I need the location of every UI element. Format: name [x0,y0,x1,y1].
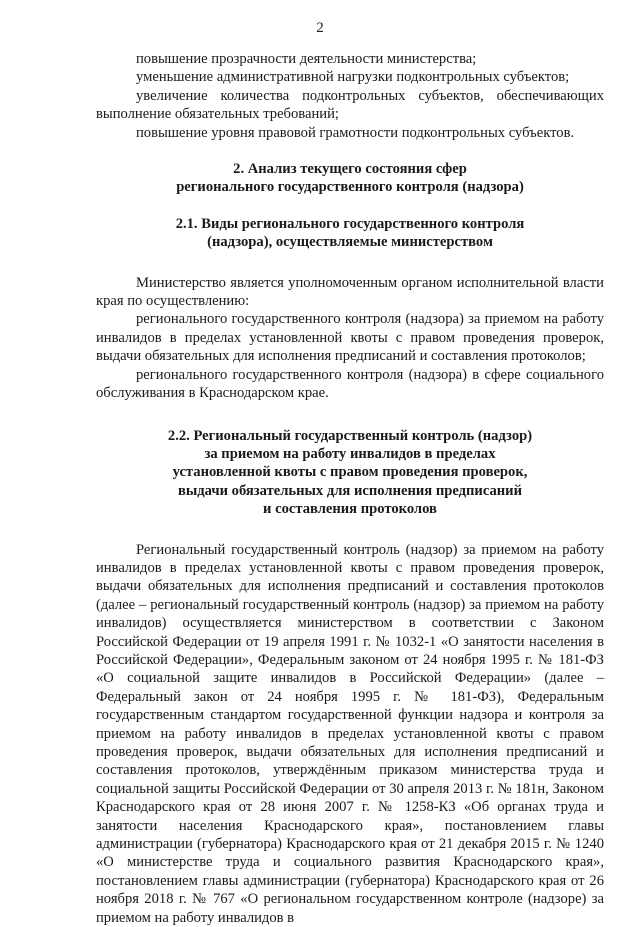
intro-item: повышение прозрачности деятельности министерства; [136,51,477,67]
heading-line: 2.2. Региональный государственный контроль (надзор) [167,427,533,444]
heading-line: и составления протоколов [263,501,437,518]
heading-line: установленной квоты с правом проведения проверок, [172,464,528,481]
heading-line: (надзора), осуществляемые министерством [207,234,493,251]
section-2-1-heading [96,215,604,252]
heading-line: регионального государственного контроля (надзора) [176,179,524,196]
document-body [96,50,604,927]
paragraph: регионального государственного контроля (надзора) за приемом на работу инвалидов в пределах установленной квоты с правом проведения проверок, выдачи обязательных для исполнения предписаний и составления протоколов; [96,311,604,365]
heading-line: за приемом на работу инвалидов в пределах [204,445,496,462]
paragraph: Министерство является уполномоченным органом исполнительной власти края по осуществлению: [96,274,604,310]
intro-item: увеличение количества подконтрольных субъектов, обеспечивающих выполнение обязательных требований; [96,87,604,123]
section-2-heading [96,160,604,197]
heading-line: 2.1. Виды регионального государственного контроля [175,215,525,232]
paragraph: регионального государственного контроля (надзора) в сфере социального обслуживания в Краснодарском крае. [96,366,604,402]
page-number: 2 [316,20,324,36]
section-2-2-body: Региональный государственный контроль (надзор) за приемом на работу инвалидов в пределах установленной квоты с правом проведения проверок, выдачи обязательных для исполнения предписаний и составления протоколов (далее – региональный государственный контроль (надзор) за приемом на работу инвалидов) осуществляется министерством в соответствии с Законом Российской Федерации от 19 апреля 1991 г. № 1032-1 «О занятости населения в Российской Федерации», Федеральным законом от 24 ноября 1995 г. № 181-ФЗ «О социальной защите инвалидов в Российской Федерации» (далее – Федеральный закон от 24 ноября 1995 г. № 181-ФЗ), Федеральным государственным стандартом государственной функции надзора и контроля за приемом на работу инвалидов в пределах установленной квоты с правом проведения проверок, выдачи обязательных для исполнения предписаний и составления протоколов, утверждённым приказом министерства труда и социальной защиты Российской Федерации от 30 апреля 2013 г. № 181н, Законом Краснодарского края от 28 июня 2007 г. № 1258-КЗ «Об органах труда и занятости населения Краснодарского края», постановлением главы администрации (губернатора) Краснодарского края от 21 декабря 2015 г. № 1240 «О министерстве труда и социального развития Краснодарского края», постановлением главы администрации (губернатора) Краснодарского края от 26 ноября 2018 г. № 767 «О региональном государственном контроле (надзоре) за приемом на работу инвалидов в [96,541,604,926]
heading-line: выдачи обязательных для исполнения предписаний [178,482,522,499]
heading-line: 2. Анализ текущего состояния сфер [233,161,467,178]
intro-item: уменьшение административной нагрузки подконтрольных субъектов; [136,69,570,86]
section-2-2-heading [96,427,604,519]
intro-item: повышение уровня правовой грамотности подконтрольных субъектов. [136,124,575,141]
